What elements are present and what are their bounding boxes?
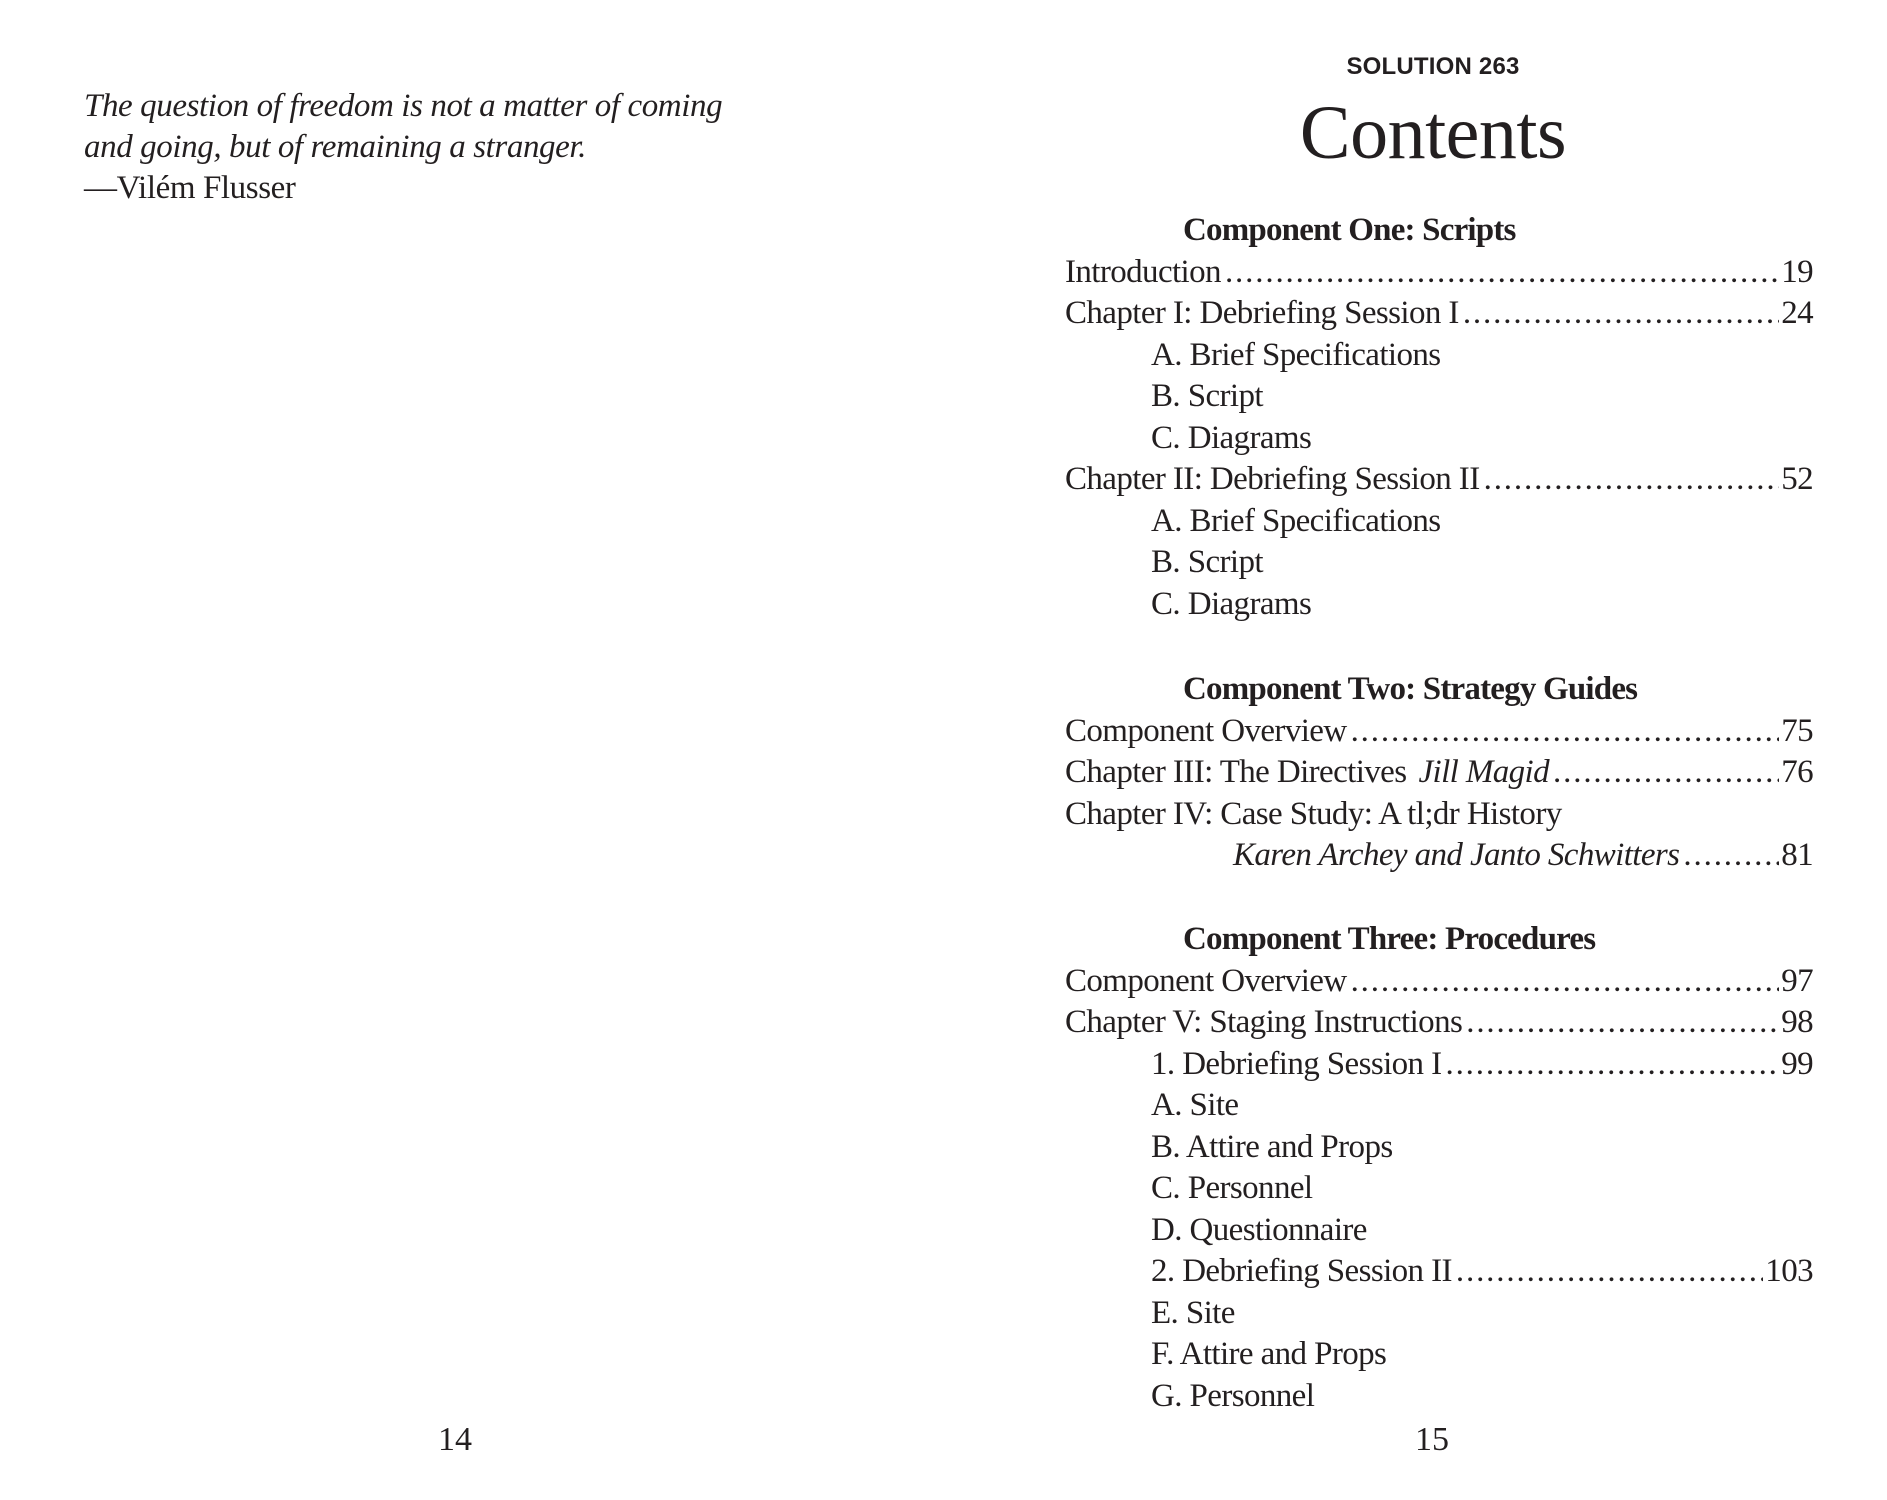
toc-entry[interactable] xyxy=(1065,794,1813,836)
page-number-left: 14 xyxy=(438,1421,472,1458)
entry-title: Chapter IV: Case Study: A tl;dr History xyxy=(1065,795,1562,832)
toc-subentry[interactable] xyxy=(1065,1168,1813,1210)
toc-subentry[interactable] xyxy=(1065,584,1813,626)
page-title: Contents xyxy=(1299,91,1567,175)
toc-subentry[interactable] xyxy=(1065,1251,1813,1293)
toc-section-component-two xyxy=(1065,669,1813,877)
dot-leader xyxy=(1225,252,1779,294)
entry-title: Chapter V: Staging Instructions xyxy=(1065,1004,1463,1040)
entry-page: 75 xyxy=(1781,712,1813,749)
entry-page: 81 xyxy=(1781,837,1813,873)
toc-entry[interactable] xyxy=(1065,711,1813,753)
section-heading: Component Two: Strategy Guides xyxy=(1183,671,1638,707)
entry-title: D. Questionnaire xyxy=(1151,1211,1367,1248)
entry-title: E. Site xyxy=(1151,1294,1235,1331)
toc-subentry[interactable] xyxy=(1065,1210,1813,1252)
toc-subentry[interactable] xyxy=(1065,542,1813,584)
toc-section-component-three xyxy=(1065,919,1813,1417)
toc-entry-author-line[interactable] xyxy=(1065,835,1813,877)
section-heading: Component One: Scripts xyxy=(1183,212,1516,248)
right-page xyxy=(943,0,1887,1500)
dot-leader xyxy=(1351,961,1780,1003)
entry-title: Component Overview xyxy=(1065,712,1347,749)
entry-title: 1. Debriefing Session I xyxy=(1151,1045,1442,1082)
entry-title: C. Personnel xyxy=(1151,1170,1313,1206)
entry-page: 99 xyxy=(1781,1045,1813,1082)
toc-entry[interactable] xyxy=(1065,459,1813,501)
dot-leader xyxy=(1463,293,1779,335)
dot-leader xyxy=(1484,459,1780,501)
toc-entry[interactable] xyxy=(1065,1002,1813,1044)
entry-title: Chapter III: The Directives xyxy=(1065,754,1407,790)
toc-entry[interactable] xyxy=(1065,252,1813,294)
entry-page: 103 xyxy=(1765,1253,1813,1289)
entry-title: A. Brief Specifications xyxy=(1151,502,1441,539)
dot-leader xyxy=(1466,1002,1779,1044)
toc-subentry[interactable] xyxy=(1065,418,1813,460)
series-label: SOLUTION 263 xyxy=(1346,53,1520,80)
page-number-right: 15 xyxy=(1415,1421,1449,1458)
dot-leader xyxy=(1553,752,1779,794)
toc-subentry[interactable] xyxy=(1065,376,1813,418)
entry-title: B. Script xyxy=(1151,378,1263,414)
epigraph-line: and going, but of remaining a stranger. xyxy=(84,129,587,165)
left-page xyxy=(0,0,943,1500)
toc-entry[interactable] xyxy=(1065,961,1813,1003)
toc-subentry[interactable] xyxy=(1065,1293,1813,1335)
toc-subentry[interactable] xyxy=(1065,1334,1813,1376)
entry-author: Karen Archey and Janto Schwitters xyxy=(1233,837,1680,873)
entry-title: B. Script xyxy=(1151,544,1263,580)
dot-leader xyxy=(1351,711,1780,753)
section-heading: Component Three: Procedures xyxy=(1183,921,1596,957)
entry-title: A. Site xyxy=(1151,1087,1239,1123)
entry-page: 98 xyxy=(1781,1004,1813,1040)
entry-title: 2. Debriefing Session II xyxy=(1151,1253,1452,1289)
entry-page: 24 xyxy=(1781,295,1813,331)
toc-entry[interactable] xyxy=(1065,293,1813,335)
toc-subentry[interactable] xyxy=(1065,335,1813,377)
epigraph xyxy=(84,86,844,209)
entry-title: A. Brief Specifications xyxy=(1151,336,1441,373)
entry-title: Component Overview xyxy=(1065,962,1347,999)
epigraph-line: The question of freedom is not a matter of coming xyxy=(84,88,723,124)
toc-subentry[interactable] xyxy=(1065,1127,1813,1169)
entry-title: B. Attire and Props xyxy=(1151,1128,1393,1165)
toc-subentry[interactable] xyxy=(1065,1044,1813,1086)
entry-page: 52 xyxy=(1781,461,1813,497)
entry-title: C. Diagrams xyxy=(1151,419,1312,456)
entry-title: Introduction xyxy=(1065,253,1221,290)
dot-leader xyxy=(1445,1044,1779,1086)
toc-subentry[interactable] xyxy=(1065,1376,1813,1418)
entry-page: 76 xyxy=(1781,754,1813,790)
entry-page: 97 xyxy=(1781,962,1813,999)
epigraph-attribution: —Vilém Flusser xyxy=(84,170,296,206)
toc-entry[interactable] xyxy=(1065,752,1813,794)
entry-page: 19 xyxy=(1781,253,1813,290)
entry-title: Chapter II: Debriefing Session II xyxy=(1065,461,1480,497)
toc-subentry[interactable] xyxy=(1065,1085,1813,1127)
dot-leader xyxy=(1683,835,1779,877)
dot-leader xyxy=(1456,1251,1763,1293)
entry-author: Jill Magid xyxy=(1418,754,1550,790)
entry-title: G. Personnel xyxy=(1151,1377,1315,1414)
toc-subentry[interactable] xyxy=(1065,501,1813,543)
entry-title: C. Diagrams xyxy=(1151,585,1312,622)
entry-title: F. Attire and Props xyxy=(1151,1336,1387,1372)
entry-title: Chapter I: Debriefing Session I xyxy=(1065,295,1459,331)
toc-section-component-one xyxy=(1065,210,1813,625)
